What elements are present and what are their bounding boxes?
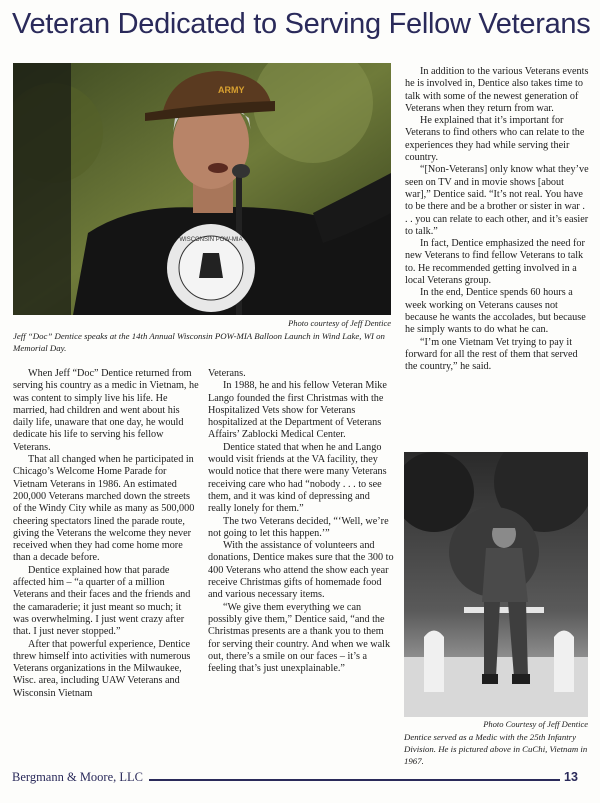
paragraph: Veterans.: [208, 368, 246, 379]
article-title: Veteran Dedicated to Serving Fellow Veterans: [12, 8, 591, 40]
paragraph: Dentice stated that when he and Lango would visit friends at the VA facility, they would notice that there were many Veterans receiving care who had “nobody . . . to see them, and it was kind of depressing and really lonely for them.”: [208, 441, 387, 515]
paragraph: “[Non-Veterans] only know what they’ve seen on TV and in movie shows [about war],” Dentice said. “It’s not real. You have to be there and be a brother or sister in war . . . you can relate to each other, and it’s easier to talk.”: [405, 164, 589, 237]
shirt-text: WISCONSIN POW-MIA: [179, 237, 243, 243]
photo2-credit: Photo Courtesy of Jeff Dentice: [483, 719, 588, 729]
cap-badge-text: ARMY: [218, 85, 245, 95]
footer-company: Bergmann & Moore, LLC: [12, 770, 149, 785]
paragraph: “I’m one Vietnam Vet trying to pay it forward for all the rest of them that served the country,” he said.: [405, 336, 578, 373]
paragraph: With the assistance of volunteers and donations, Dentice makes sure that the 300 to 400 Veterans who attend the show each year receive Christmas gifts of homemade food and various necessary items.: [208, 540, 394, 601]
photo1-credit: Photo courtesy of Jeff Dentice: [288, 318, 391, 328]
column-3: [405, 66, 589, 373]
paragraph: That all changed when he participated in Chicago’s Welcome Home Parade for Vietnam Veterans in 1986. An estimated 200,000 Veterans marched down the streets of the Windy City while as many as 500,000 cheering spectators lined the parade route, giving the Veterans the welcome they never received when they had come home more than a decade before.: [13, 454, 195, 564]
paragraph: When Jeff “Doc” Dentice returned from serving his country as a medic in Vietnam, he was content to simply live his life. He married, had children and went about his daily life, unaware that one day, he would dedicate his life to serving his fellow Veterans.: [13, 368, 199, 453]
page-number: 13: [564, 770, 578, 784]
vietnam-photo: [404, 452, 588, 717]
paragraph: In addition to the various Veterans events he is involved in, Dentice also takes time to talk with some of the newest generation of Veterans when they return from war.: [405, 66, 589, 114]
paragraph: After that powerful experience, Dentice threw himself into activities with numerous Veterans organizations in the Milwaukee, Wisc. area, including UAW Veterans and Wisconsin Vietnam: [13, 638, 191, 699]
column-1: [13, 368, 199, 700]
photo2-caption: Dentice served as a Medic with the 25th Infantry Division. He is pictured above in CuChi, Vietnam in 1967.: [404, 732, 588, 766]
paragraph: The two Veterans decided, “‘Well, we’re not going to let this happen.’”: [208, 515, 389, 539]
paragraph: “We give them everything we can possibly give them,” Dentice said, “and the Christmas presents are a thank you to them for serving their country. And when we walk out, there’s a smile on our faces – it’s a feeling that’s just unexplainable.”: [208, 601, 391, 675]
paragraph: In fact, Dentice emphasized the need for new Veterans to find fellow Veterans to talk to. He recommended getting involved in a local Veterans group.: [405, 238, 585, 287]
paragraph: In 1988, he and his fellow Veteran Mike Lango founded the first Christmas with the Hospitalized Vets show for Veterans hospitalized at the Department of Veterans Affairs’ Zablocki Medical Center.: [208, 380, 387, 441]
paragraph: He explained that it’s important for Veterans to find others who can relate to the experiences they had while serving their country.: [405, 115, 585, 164]
column-2: [208, 368, 394, 675]
speaker-photo: [13, 63, 391, 315]
paragraph: Dentice explained how that parade affected him – “a quarter of a million Veterans and their faces and the friends and the camaraderie; it just meant so much; it was overwhelming. I just went crazy after that. I just never stopped.”: [13, 564, 191, 638]
paragraph: In the end, Dentice spends 60 hours a week working on Veterans causes not because he wants the accolades, but because he simply wants to do what he can.: [405, 287, 586, 336]
photo1-caption: Jeff “Doc” Dentice speaks at the 14th Annual Wisconsin POW-MIA Balloon Launch in Wind Lake, WI on Memorial Day.: [13, 331, 385, 353]
